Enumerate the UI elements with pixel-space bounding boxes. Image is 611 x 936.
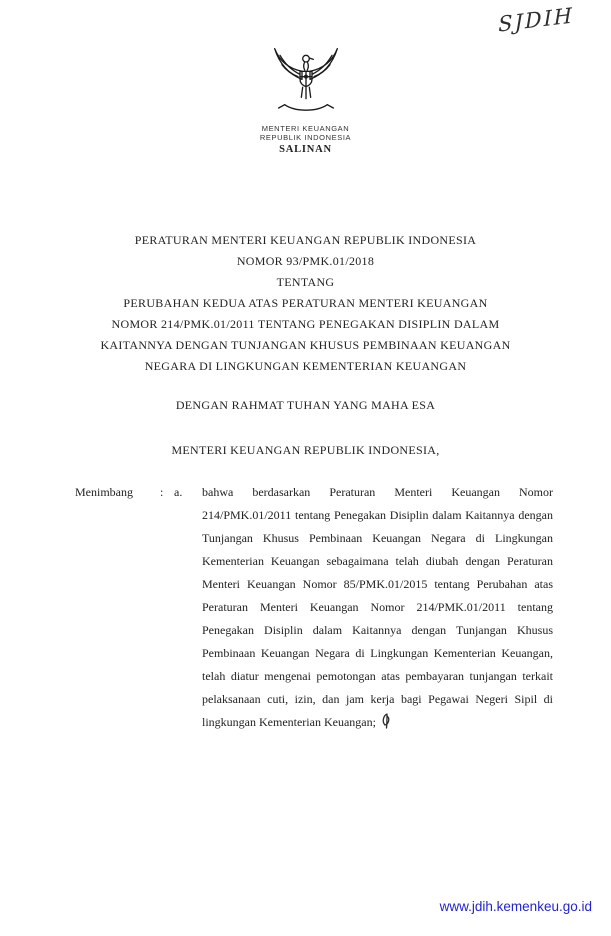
considerations-separator: : xyxy=(160,485,164,499)
title-line: TENTANG xyxy=(276,275,335,289)
title-line: PERATURAN MENTERI KEUANGAN REPUBLIK INDONESIA xyxy=(134,233,477,247)
ministry-name: MENTERI KEUANGAN xyxy=(261,124,350,133)
garuda-pancasila-emblem-icon xyxy=(266,36,346,120)
regulation-number: NOMOR 93/PMK.01/2018 xyxy=(236,254,375,268)
paraph-mark-icon xyxy=(381,713,392,729)
considerations-section xyxy=(75,481,553,734)
title-line: NOMOR 214/PMK.01/2011 TENTANG PENEGAKAN DISIPLIN DALAM xyxy=(111,317,500,331)
title-line: NEGARA DI LINGKUNGAN KEMENTERIAN KEUANGAN xyxy=(144,359,467,373)
title-line: KAITANNYA DENGAN TUNJANGAN KHUSUS PEMBINAAN KEUANGAN xyxy=(100,338,511,352)
letterhead xyxy=(0,36,611,155)
title-line: PERUBAHAN KEDUA ATAS PERATURAN MENTERI KEUANGAN xyxy=(123,296,488,310)
consideration-item-marker: a. xyxy=(174,485,183,499)
copy-label: SALINAN xyxy=(279,144,332,155)
consideration-paragraph: bahwa berdasarkan Peraturan Menteri Keuangan Nomor 214/PMK.01/2011 tentang Penegakan Disiplin dalam Kaitannya dengan Tunjangan Khusus Pembinaan Keuangan Negara di Lingkungan Kementerian Keuangan sebagaimana telah diubah dengan Peraturan Menteri Keuangan Nomor 85/PMK.01/2015 tentang Perubahan atas Peraturan Menteri Keuangan Nomor 214/PMK.01/2011 tentang Penegakan Disiplin dalam Kaitannya dengan Tunjangan Khusus Pembinaan Keuangan Negara di Lingkungan Kementerian Keuangan, telah diatur mengenai pemotongan atas pembayaran tunjangan terkait pelaksanaan cuti, izin, dan jam kerja bagi Pegawai Negeri Sipil di lingkungan Kementerian Keuangan; xyxy=(202,485,553,729)
republic-name: REPUBLIK INDONESIA xyxy=(259,133,352,142)
authority-line: MENTERI KEUANGAN REPUBLIK INDONESIA, xyxy=(171,443,440,457)
invocation-line: DENGAN RAHMAT TUHAN YANG MAHA ESA xyxy=(175,398,436,412)
jdih-website-link[interactable]: www.jdih.kemenkeu.go.id xyxy=(439,899,592,914)
considerations-label: Menimbang xyxy=(75,485,133,499)
title-block xyxy=(55,230,556,461)
consideration-item-text xyxy=(202,481,553,734)
handwritten-annotation: SJDIH xyxy=(498,3,575,37)
